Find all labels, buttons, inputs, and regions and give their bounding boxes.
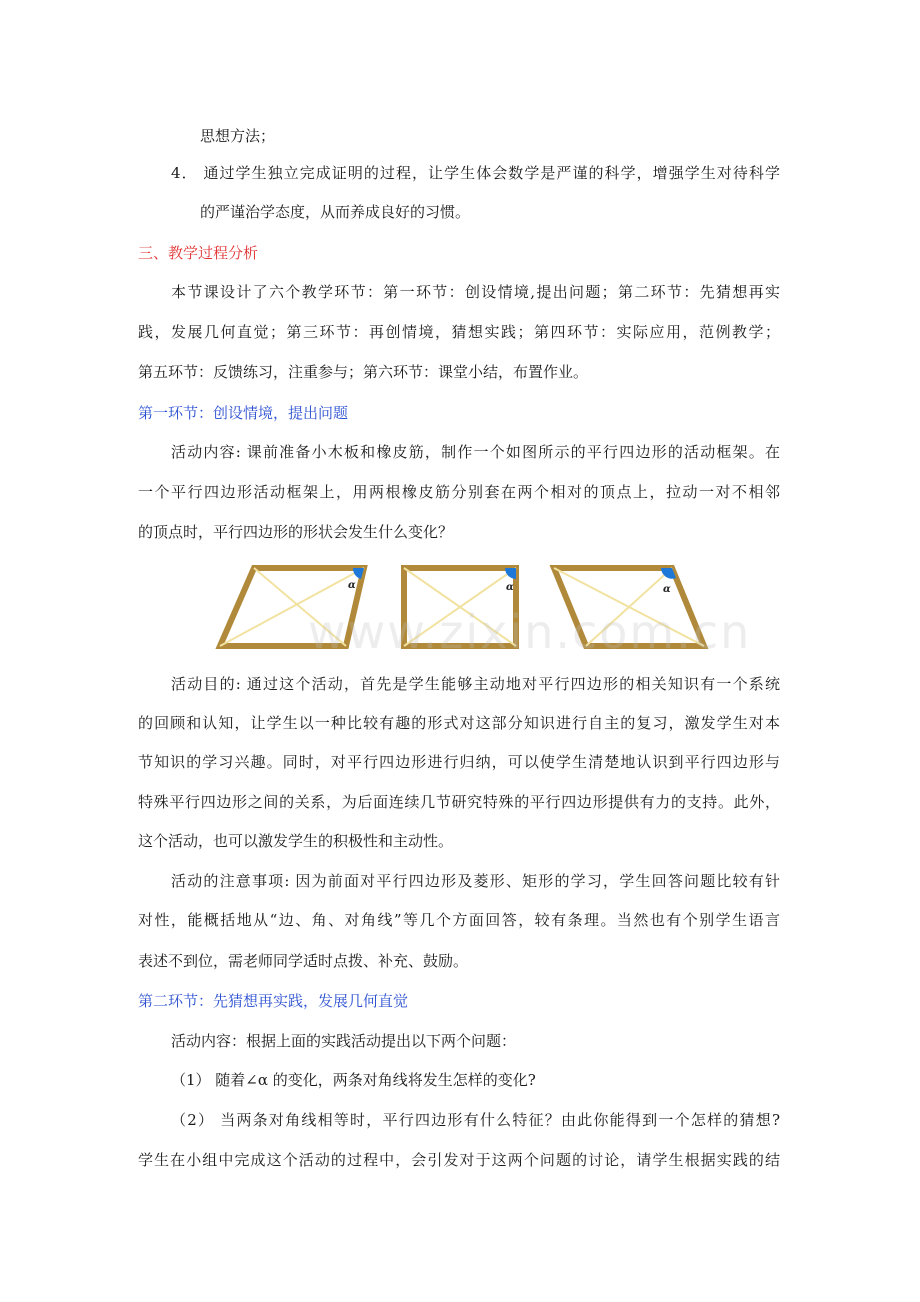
paragraph-line: 第五环节：反馈练习，注重参与；第六环节：课堂小结，布置作业。 xyxy=(138,363,589,381)
text-line: 思想方法； xyxy=(200,127,276,145)
paragraph-line: 践，发展几何直觉；第三环节：再创情境，猜想实践；第四环节：实际应用，范例教学； xyxy=(138,323,780,341)
paragraph-line: 的回顾和认知，让学生以一种比较有趣的形式对这部分知识进行自主的复习，激发学生对本 xyxy=(138,714,780,732)
paragraph-line: 一个平行四边形活动框架上，用两根橡皮筋分别套在两个相对的顶点上，拉动一对不相邻 xyxy=(138,483,780,501)
subsection-heading: 第一环节：创设情境，提出问题 xyxy=(138,404,349,422)
watermark: www.zixin.com.cn xyxy=(308,605,752,659)
paragraph-line: 这个活动，也可以激发学生的积极性和主动性。 xyxy=(138,832,454,850)
paragraph-line: 节知识的学习兴趣。同时，对平行四边形进行归纳，可以使学生清楚地认识到平行四边形与 xyxy=(138,753,780,771)
paragraph-line: 的顶点时，平行四边形的形状会发生什么变化？ xyxy=(138,523,454,541)
paragraph-line: 活动的注意事项: 因为前面对平行四边形及菱形、矩形的学习，学生回答问题比较有针 xyxy=(171,872,780,890)
paragraph-line: 活动内容：根据上面的实践活动提出以下两个问题： xyxy=(171,1032,517,1050)
svg-text:α: α xyxy=(663,584,671,595)
paragraph-line: 学生在小组中完成这个活动的过程中，会引发对于这两个问题的讨论，请学生根据实践的结 xyxy=(138,1151,780,1169)
paragraph-line: 对性，能概括地从“边、角、对角线”等几个方面回答，较有条理。当然也有个别学生语言 xyxy=(138,911,780,929)
paragraph-line: 表述不到位，需老师同学适时点拨、补充、鼓励。 xyxy=(138,952,469,970)
text-line: 的严谨治学态度，从而养成良好的习惯。 xyxy=(200,203,471,221)
svg-text:α: α xyxy=(348,580,356,591)
subsection-heading: 第二环节：先猜想再实践，发展几何直觉 xyxy=(138,992,409,1010)
paragraph-line: 本节课设计了六个教学环节：第一环节：创设情境,提出问题；第二环节：先猜想再实 xyxy=(171,283,780,301)
svg-text:α: α xyxy=(506,582,514,593)
question-item: （1） 随着∠α 的变化，两条对角线将发生怎样的变化? xyxy=(171,1071,536,1089)
text-line: 4． 通过学生独立完成证明的过程，让学生体会数学是严谨的科学，增强学生对待科学 xyxy=(171,164,780,182)
paragraph-line: 活动目的: 通过这个活动，首先是学生能够主动地对平行四边形的相关知识有一个系统 xyxy=(171,675,780,693)
section-heading: 三、教学过程分析 xyxy=(138,244,259,262)
paragraph-line: 活动内容: 课前准备小木板和橡皮筋，制作一个如图所示的平行四边形的活动框架。在 xyxy=(171,443,780,461)
question-item: （2） 当两条对角线相等时，平行四边形有什么特征？由此你能得到一个怎样的猜想? xyxy=(171,1111,780,1129)
paragraph-line: 特殊平行四边形之间的关系，为后面连续几节研究特殊的平行四边形提供有力的支持。此外， xyxy=(138,793,780,811)
